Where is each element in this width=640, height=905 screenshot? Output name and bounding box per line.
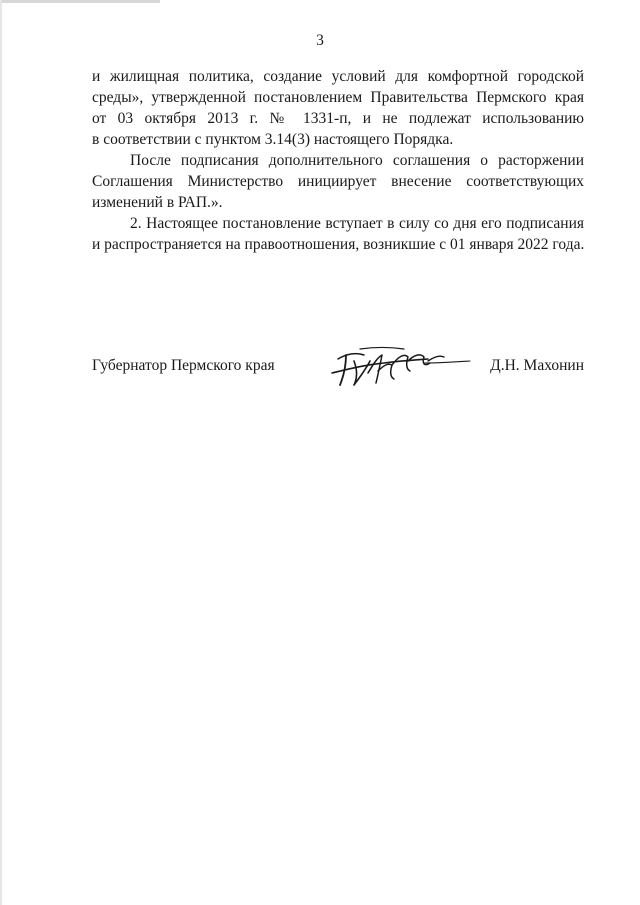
text-line: в соответствии с пунктом 3.14(3) настоящего Порядка. (92, 131, 454, 148)
text-line: Соглашения Министерство инициирует внесение соответствующих (92, 173, 584, 190)
text-line: После подписания дополнительного соглашения о расторжении (130, 152, 584, 169)
scan-edge-top (0, 0, 160, 3)
text-line: 2. Настоящее постановление вступает в силу со дня его подписания (130, 215, 584, 232)
page-number: 3 (316, 32, 324, 49)
signatory-name: Д.Н. Махонин (490, 357, 584, 374)
paragraph-1 (92, 66, 584, 150)
text-line: и жилищная политика, создание условий для комфортной городской (92, 68, 584, 85)
signatory-position: Губернатор Пермского края (92, 357, 275, 374)
handwritten-signature (324, 343, 474, 391)
paragraph-3 (92, 213, 584, 255)
text-line: изменений в РАП.». (92, 194, 223, 211)
text-line: и распространяется на правоотношения, возникшие с 01 января 2022 года. (92, 236, 585, 253)
signature-block (92, 355, 584, 395)
document-body (92, 66, 584, 255)
paragraph-2 (92, 150, 584, 213)
text-line: от 03 октября 2013 г. № 1331-п, и не подлежат использованию (92, 110, 584, 127)
text-line: среды», утвержденной постановлением Правительства Пермского края (92, 89, 584, 106)
scan-edge-left (0, 0, 2, 905)
